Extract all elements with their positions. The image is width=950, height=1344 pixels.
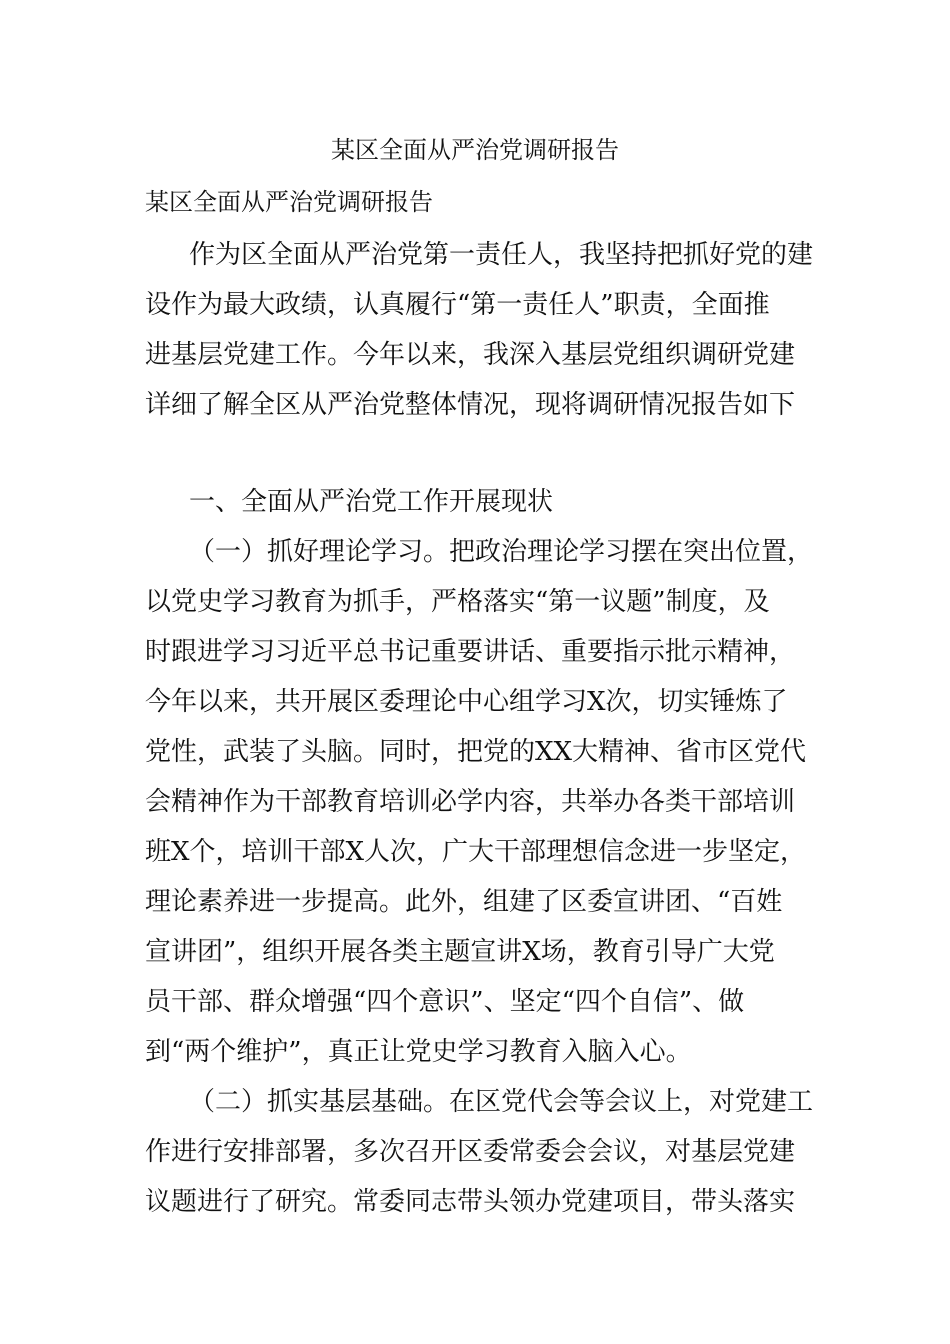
paragraph-line: 宣讲团”，组织开展各类主题宣讲X场，教育引导广大党 bbox=[145, 937, 775, 967]
paragraph-line: 今年以来，共开展区委理论中心组学习X次，切实锤炼了 bbox=[145, 687, 788, 717]
paragraph-line: 班X个，培训干部X人次，广大干部理想信念进一步坚定， bbox=[145, 837, 807, 867]
paragraph-line: 理论素养进一步提高。此外，组建了区委宣讲团、“百姓 bbox=[145, 887, 783, 917]
paragraph-line: 作进行安排部署，多次召开区委常委会会议，对基层党建 bbox=[145, 1137, 796, 1167]
paragraph-line: （二）抓实基层基础。在区党代会等会议上，对党建工 bbox=[189, 1087, 814, 1117]
paragraph-line: 时跟进学习习近平总书记重要讲话、重要指示批示精神， bbox=[145, 637, 796, 667]
paragraph-line: 会精神作为干部教育培训必学内容，共举办各类干部培训 bbox=[145, 787, 796, 817]
paragraph-line: 议题进行了研究。常委同志带头领办党建项目，带头落实 bbox=[145, 1187, 796, 1217]
intro-line: 作为区全面从严治党第一责任人，我坚持把抓好党的建 bbox=[189, 240, 814, 270]
paragraph-line: 党性，武装了头脑。同时，把党的XX大精神、省市区党代 bbox=[145, 737, 807, 767]
paragraph-line: 到“两个维护”，真正让党史学习教育入脑入心。 bbox=[145, 1037, 692, 1067]
intro-line: 进基层党建工作。今年以来，我深入基层党组织调研党建 bbox=[145, 340, 796, 370]
paragraph-line: 以党史学习教育为抓手，严格落实“第一议题”制度，及 bbox=[145, 587, 770, 617]
paragraph-line: （一）抓好理论学习。把政治理论学习摆在突出位置， bbox=[189, 537, 814, 567]
intro-line: 详细了解全区从严治党整体情况，现将调研情况报告如下 bbox=[145, 390, 796, 420]
paragraph-line: 员干部、群众增强“四个意识”、坚定“四个自信”、做 bbox=[145, 987, 745, 1017]
document-subtitle: 某区全面从严治党调研报告 bbox=[145, 188, 433, 216]
intro-line: 设作为最大政绩，认真履行“第一责任人”职责，全面推 bbox=[145, 290, 770, 320]
document-title: 某区全面从严治党调研报告 bbox=[331, 136, 619, 164]
section-heading: 一、全面从严治党工作开展现状 bbox=[189, 487, 554, 517]
